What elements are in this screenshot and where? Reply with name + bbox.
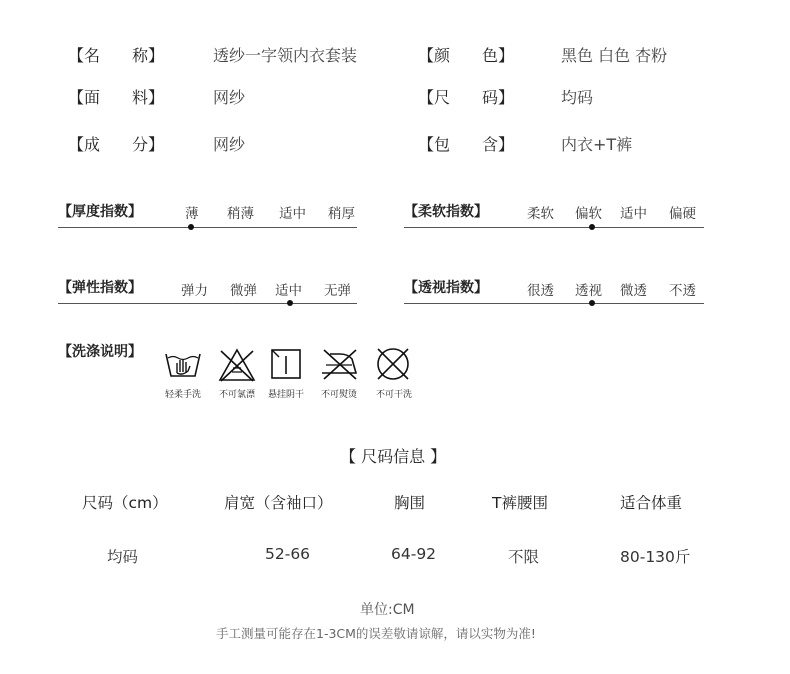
care-title: 【洗涤说明】 xyxy=(58,344,142,360)
measurement-disclaimer: 手工测量可能存在1-3CM的误差敬请谅解，请以实物为准! xyxy=(216,626,536,641)
no-dry-clean-icon xyxy=(375,346,411,382)
includes-value: 内衣+T裤 xyxy=(561,135,633,154)
table-header: 肩宽（含袖口） xyxy=(224,494,333,512)
table-cell: 64-92 xyxy=(391,545,437,563)
size-label: 【尺 码】 xyxy=(418,88,515,107)
softness-selected-dot xyxy=(589,224,595,230)
elasticity-title: 【弹性指数】 xyxy=(58,280,142,296)
color-label: 【颜 色】 xyxy=(418,46,515,65)
thickness-option: 稍厚 xyxy=(328,206,355,222)
size-value: 均码 xyxy=(561,88,594,107)
transparency-option: 透视 xyxy=(575,283,602,299)
transparency-selected-dot xyxy=(589,300,595,306)
elasticity-scale-line xyxy=(58,303,357,304)
no-iron-icon xyxy=(318,347,360,381)
care-label: 不可氯漂 xyxy=(218,390,255,400)
elasticity-selected-dot xyxy=(287,300,293,306)
line-dry-shade-icon xyxy=(270,348,302,380)
unit-note: 单位:CM xyxy=(360,602,415,618)
table-cell: 均码 xyxy=(107,548,139,566)
table-header: T裤腰围 xyxy=(492,494,548,512)
table-cell: 80-130斤 xyxy=(620,548,691,566)
softness-option: 偏硬 xyxy=(669,206,696,222)
table-cell: 52-66 xyxy=(265,545,311,563)
includes-label: 【包 含】 xyxy=(418,135,515,154)
thickness-option: 薄 xyxy=(185,206,199,222)
elasticity-option: 弹力 xyxy=(181,283,208,299)
fabric-value: 网纱 xyxy=(213,88,246,107)
thickness-option: 稍薄 xyxy=(227,206,254,222)
transparency-option: 不透 xyxy=(669,283,696,299)
thickness-selected-dot xyxy=(188,224,194,230)
care-label: 不可干洗 xyxy=(375,390,412,400)
table-header: 适合体重 xyxy=(620,494,683,512)
color-value: 黑色 白色 杏粉 xyxy=(561,46,668,65)
size-table-title: 【 尺码信息 】 xyxy=(340,447,447,466)
care-label: 不可熨烫 xyxy=(320,390,357,400)
softness-scale-line xyxy=(404,227,704,228)
fabric-label: 【面 料】 xyxy=(68,88,165,107)
softness-option: 柔软 xyxy=(527,206,554,222)
thickness-option: 适中 xyxy=(279,206,306,222)
elasticity-option: 微弹 xyxy=(230,283,257,299)
hand-wash-icon xyxy=(163,346,203,382)
care-label: 悬挂阴干 xyxy=(267,390,304,400)
transparency-option: 微透 xyxy=(620,283,647,299)
transparency-scale-line xyxy=(404,303,704,304)
table-cell: 不限 xyxy=(508,548,540,566)
elasticity-option: 无弹 xyxy=(324,283,351,299)
thickness-scale-line xyxy=(58,227,357,228)
elasticity-option: 适中 xyxy=(275,283,302,299)
care-label: 轻柔手洗 xyxy=(164,390,201,400)
thickness-title: 【厚度指数】 xyxy=(58,204,142,220)
softness-option: 偏软 xyxy=(575,206,602,222)
softness-option: 适中 xyxy=(620,206,647,222)
composition-label: 【成 分】 xyxy=(68,135,165,154)
softness-title: 【柔软指数】 xyxy=(404,204,488,220)
transparency-title: 【透视指数】 xyxy=(404,280,488,296)
name-value: 透纱一字领内衣套装 xyxy=(213,46,358,65)
table-header: 胸围 xyxy=(394,494,426,512)
no-bleach-icon xyxy=(218,348,256,382)
composition-value: 网纱 xyxy=(213,135,246,154)
table-header: 尺码（cm） xyxy=(82,494,168,512)
transparency-option: 很透 xyxy=(527,283,554,299)
name-label: 【名 称】 xyxy=(68,46,165,65)
